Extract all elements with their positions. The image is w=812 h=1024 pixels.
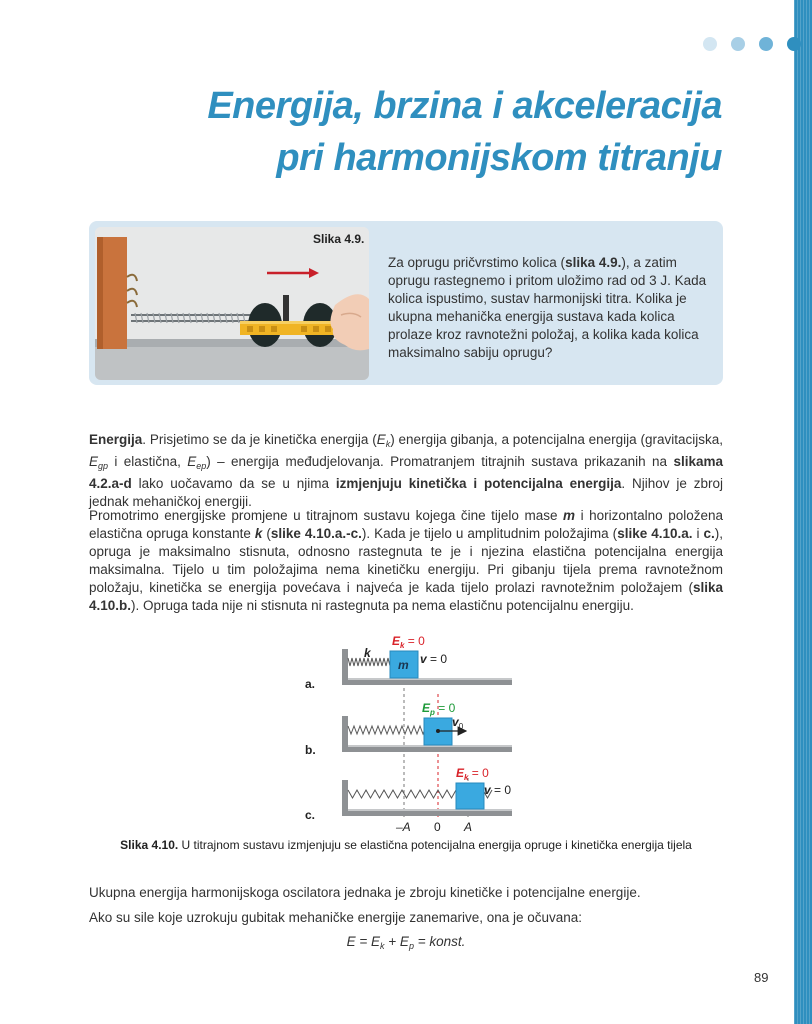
progress-dot-3 bbox=[759, 37, 773, 51]
label-m: m bbox=[398, 658, 409, 672]
p2-text: ), opruga je maksimalno stisnuta, odnosno rastegnuta te je i njezina elastična potencijalna energija maksimalna. Tijelo u tim položajima nema kinetičku energiju. Pri gibanju tijela prema ravnotežnom položaju, kinetička se energija povećava i najveća je kada tijelo prolazi ravnotežnim položajem ( bbox=[89, 526, 723, 595]
page-number: 89 bbox=[754, 970, 769, 985]
p2-text: ( bbox=[262, 526, 271, 541]
p2-text: i horizontalno položena elastična opruga konstante bbox=[89, 508, 723, 541]
intro-question bbox=[388, 254, 708, 362]
term-energija: Energija bbox=[89, 432, 143, 447]
figure-ref: slike 4.10.a. bbox=[617, 526, 693, 541]
photo-caption: Slika 4.9. bbox=[313, 232, 365, 246]
symbol-k: k bbox=[254, 526, 263, 541]
p1-emphasis: izmjenjuju kinetička i potencijalna energija bbox=[335, 476, 622, 491]
intro-figure-ref: slika 4.9. bbox=[565, 255, 622, 270]
row-label-a: a. bbox=[305, 677, 316, 691]
paragraph-energy-changes bbox=[89, 507, 723, 615]
axis-label-pos-a: A bbox=[464, 820, 473, 834]
figure-ref: slikama 4.2.a-d bbox=[89, 454, 723, 491]
figure-ref: slika 4.10.b. bbox=[89, 580, 723, 613]
figure-caption-label: Slika 4.10. bbox=[120, 838, 179, 852]
page-title bbox=[207, 80, 722, 184]
page-edge-band bbox=[794, 0, 812, 1024]
label-k: k bbox=[364, 646, 371, 660]
row-label-b: b. bbox=[305, 743, 316, 757]
title-line-1: Energija, brzina i akceleracija bbox=[207, 85, 722, 127]
spring-compressed bbox=[348, 658, 394, 666]
progress-dot-4 bbox=[787, 37, 801, 51]
paragraph-energy bbox=[89, 431, 723, 511]
p1-text: i elastična, bbox=[108, 454, 188, 469]
cart-spring-illustration bbox=[95, 227, 369, 380]
symbol-egp-sub: gp bbox=[98, 461, 109, 471]
progress-dot-2 bbox=[731, 37, 745, 51]
label-ek-c: $E_k = 0$ bbox=[456, 766, 489, 782]
row-label-c: c. bbox=[305, 808, 316, 822]
formula-part: + E bbox=[384, 934, 409, 949]
p1-text: ) – energija međudjelovanja. Promatranjem titrajnih sustava prikazanih na bbox=[206, 454, 674, 469]
symbol-m: m bbox=[563, 508, 576, 523]
p1-text: ) energija gibanja, a potencijalna energija (gravitacijska, bbox=[390, 432, 723, 447]
symbol-ek: E bbox=[376, 432, 386, 447]
energy-formula bbox=[0, 934, 812, 951]
formula-part: = konst. bbox=[413, 934, 466, 949]
label-v-a: v = 0 bbox=[420, 652, 448, 666]
axis-label-neg-a: –A bbox=[396, 820, 411, 834]
progress-dot-1 bbox=[703, 37, 717, 51]
figure-caption-text: U titrajnom sustavu izmjenjuju se elastična potencijalna energija opruge i kinetička energija tijela bbox=[178, 838, 692, 852]
label-ek-a: $E_k = 0$ bbox=[392, 634, 425, 650]
title-line-2: pri harmonijskom titranju bbox=[276, 137, 722, 179]
formula-sub-k: k bbox=[380, 941, 385, 951]
intro-text-2: ), a zatim oprugu rastegnemo i pritom uložimo rad od 3 J. Kada kolica ispustimo, sustav harmonijski titra. Kolika je ukupna mehanička energija sustava kada kolica prolaze kroz ravnotežni položaj, a kolika kada kolica maksimalno sabiju oprugu? bbox=[388, 255, 707, 360]
symbol-eep-sub: ep bbox=[196, 461, 207, 471]
symbol-egp: E bbox=[89, 454, 99, 469]
cart-spring-photo bbox=[95, 227, 369, 380]
paragraph-total-energy: Ukupna energija harmonijskoga oscilatora jednaka je zbroju kinetičke i potencijalne energije. bbox=[89, 885, 641, 900]
p1-text: . Njihov je zbroj jednak mehaničkoj energiji. bbox=[89, 476, 723, 509]
p2-text: ). Kada je tijelo u amplitudnim položajima ( bbox=[361, 526, 618, 541]
symbol-eep: E bbox=[187, 454, 197, 469]
label-ep-b: $E_p = 0$ bbox=[422, 701, 456, 717]
axis-label-zero: 0 bbox=[434, 820, 441, 834]
paragraph-conservation: Ako su sile koje uzrokuju gubitak mehaničke energije zanemarive, ona je očuvana: bbox=[89, 910, 583, 925]
p2-text: Promotrimo energijske promjene u titrajnom sustavu kojega čine tijelo mase bbox=[89, 508, 564, 523]
label-v0-b: $v_0$ bbox=[452, 715, 464, 731]
p1-text: lako uočavamo da se u njima bbox=[131, 476, 336, 491]
figure-ref: slike 4.10.a.-c. bbox=[270, 526, 362, 541]
p2-text: ). Opruga tada nije ni stisnuta ni rastegnuta pa nema elastičnu potencijalnu energiju. bbox=[131, 598, 634, 613]
label-v-c: v = 0 bbox=[484, 783, 512, 797]
p1-text: . Prisjetimo se da je kinetička energija ( bbox=[142, 432, 377, 447]
symbol-ek-sub: k bbox=[385, 439, 391, 449]
figure-caption bbox=[0, 838, 812, 852]
formula-part: E = E bbox=[346, 934, 381, 949]
mass-block-c bbox=[456, 783, 484, 809]
figure-4-10-oscillator bbox=[290, 628, 530, 834]
formula-sub-p: p bbox=[408, 941, 414, 951]
intro-text-1: Za oprugu pričvrstimo kolica ( bbox=[388, 255, 566, 270]
p2-text: i bbox=[692, 526, 704, 541]
figure-ref: c. bbox=[703, 526, 715, 541]
